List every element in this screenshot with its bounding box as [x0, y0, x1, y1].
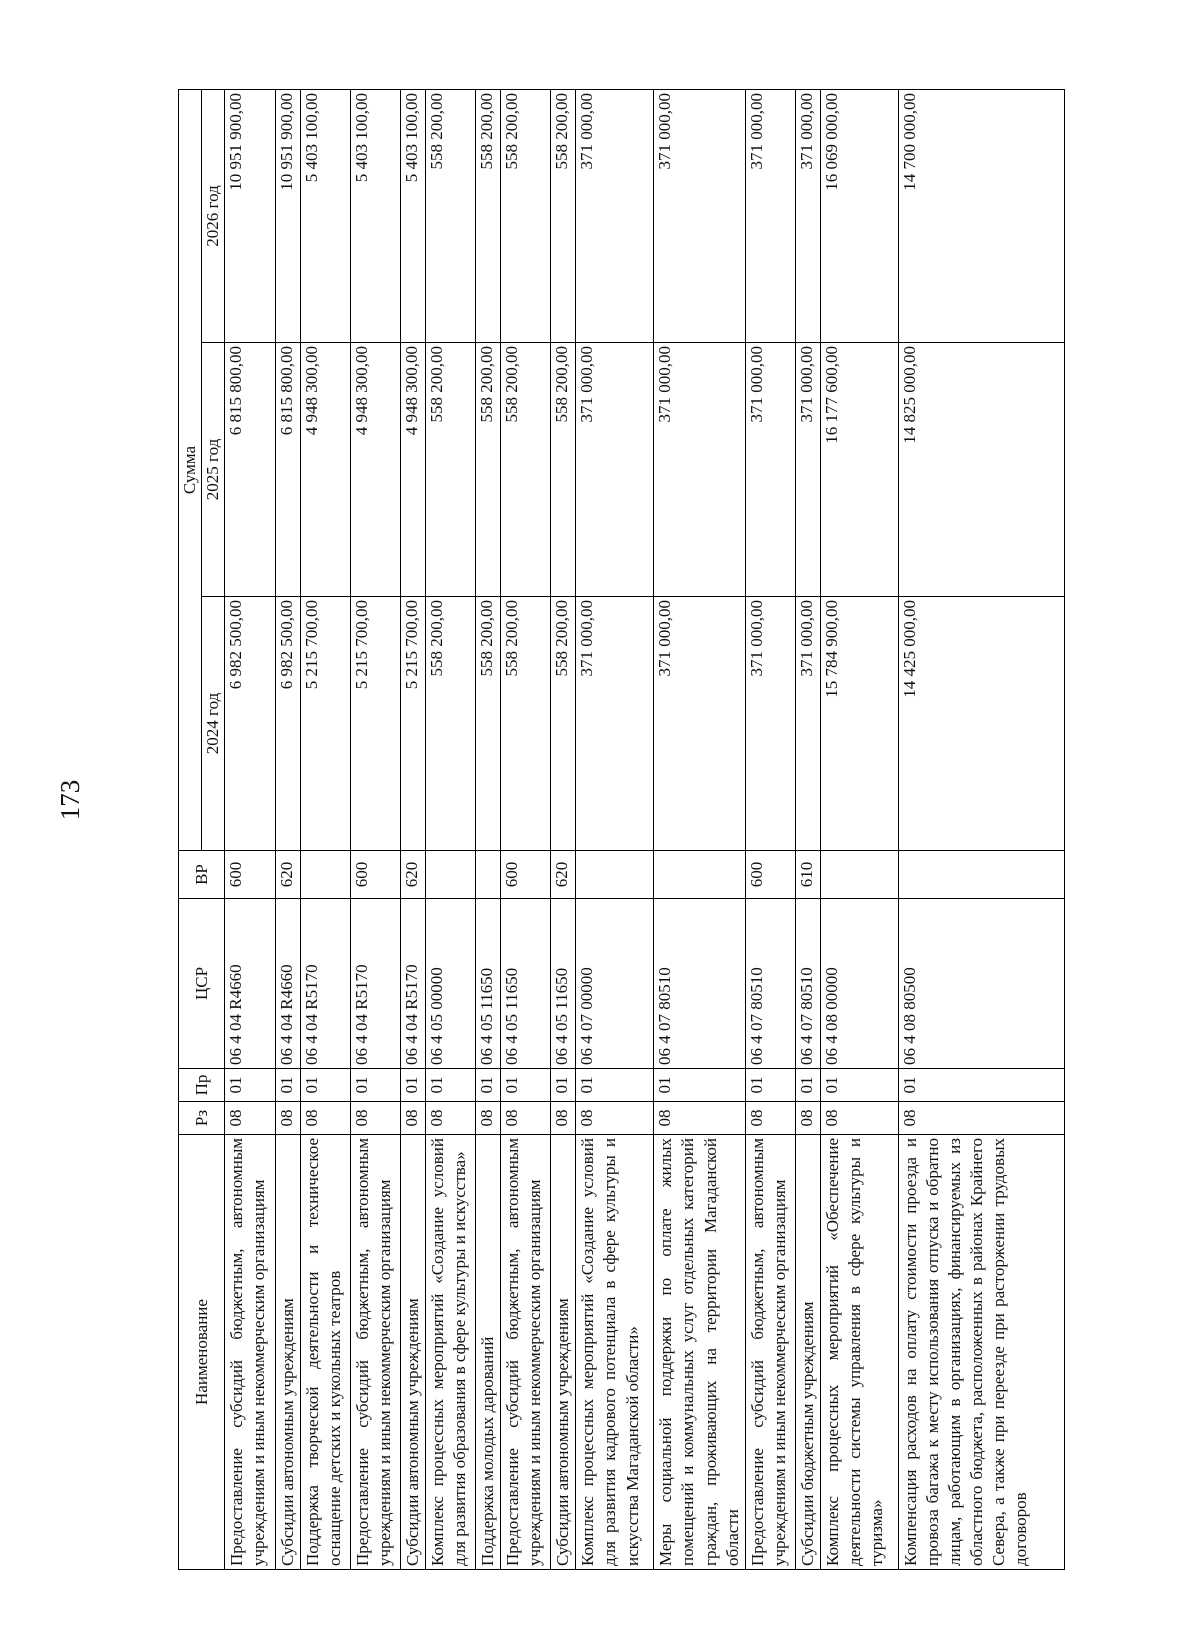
row-sum-2025: 371 000,00 — [654, 343, 745, 597]
row-vr — [898, 851, 1064, 899]
row-pr: 01 — [276, 1069, 301, 1102]
row-sum-2024: 558 200,00 — [426, 597, 476, 851]
row-name: Меры социальной поддержки по оплате жилых помещений и коммунальных услуг отдельных категорий граждан, проживающих на территории Магаданской области — [654, 1135, 745, 1570]
table-row — [820, 89, 898, 1569]
row-csr: 06 4 04 R4660 — [276, 899, 301, 1069]
row-csr: 06 4 07 00000 — [576, 899, 654, 1069]
row-vr: 600 — [745, 851, 795, 899]
row-name: Субсидии автономным учреждениям — [551, 1135, 576, 1570]
row-sum-2026: 10 951 900,00 — [276, 89, 301, 342]
row-csr: 06 4 04 R5170 — [301, 899, 351, 1069]
header-csr: ЦСР — [179, 899, 225, 1069]
row-vr: 620 — [401, 851, 426, 899]
row-sum-2025: 558 200,00 — [551, 343, 576, 597]
row-pr: 01 — [351, 1069, 401, 1102]
row-sum-2026: 558 200,00 — [426, 89, 476, 342]
table-row — [276, 89, 301, 1569]
row-sum-2025: 4 948 300,00 — [301, 343, 351, 597]
table-row — [476, 89, 501, 1569]
row-pr: 01 — [820, 1069, 898, 1102]
row-sum-2024: 371 000,00 — [576, 597, 654, 851]
row-pr: 01 — [898, 1069, 1064, 1102]
row-name: Предоставление субсидий бюджетным, автономным учреждениям и иным некоммерческим организациям — [351, 1135, 401, 1570]
row-csr: 06 4 08 00000 — [820, 899, 898, 1069]
row-vr: 620 — [276, 851, 301, 899]
row-name: Субсидии бюджетным учреждениям — [795, 1135, 820, 1570]
row-sum-2024: 15 784 900,00 — [820, 597, 898, 851]
row-csr: 06 4 04 R5170 — [401, 899, 426, 1069]
row-name: Предоставление субсидий бюджетным, автономным учреждениям и иным некоммерческим организациям — [745, 1135, 795, 1570]
row-sum-2025: 6 815 800,00 — [276, 343, 301, 597]
page-number: 173 — [55, 779, 85, 821]
row-sum-2026: 371 000,00 — [576, 89, 654, 342]
row-csr: 06 4 04 R4660 — [225, 899, 276, 1069]
row-sum-2026: 371 000,00 — [795, 89, 820, 342]
row-sum-2024: 5 215 700,00 — [401, 597, 426, 851]
row-csr: 06 4 05 11650 — [551, 899, 576, 1069]
row-sum-2025: 558 200,00 — [501, 343, 551, 597]
header-2025: 2025 год — [202, 343, 225, 597]
row-rz: 08 — [225, 1102, 276, 1135]
header-2026: 2026 год — [202, 89, 225, 342]
header-row-1 — [179, 89, 202, 1569]
row-sum-2026: 5 403 100,00 — [301, 89, 351, 342]
row-rz: 08 — [476, 1102, 501, 1135]
row-sum-2025: 558 200,00 — [426, 343, 476, 597]
row-pr: 01 — [576, 1069, 654, 1102]
row-rz: 08 — [401, 1102, 426, 1135]
row-sum-2026: 558 200,00 — [476, 89, 501, 342]
header-rz: Рз — [179, 1102, 225, 1135]
row-sum-2024: 371 000,00 — [795, 597, 820, 851]
row-vr — [301, 851, 351, 899]
table-row — [898, 89, 1064, 1569]
row-rz: 08 — [745, 1102, 795, 1135]
row-sum-2025: 6 815 800,00 — [225, 343, 276, 597]
table-row — [401, 89, 426, 1569]
row-sum-2024: 6 982 500,00 — [276, 597, 301, 851]
row-sum-2024: 371 000,00 — [654, 597, 745, 851]
row-csr: 06 4 05 11650 — [476, 899, 501, 1069]
row-sum-2024: 558 200,00 — [551, 597, 576, 851]
row-sum-2026: 14 700 000,00 — [898, 89, 1064, 342]
row-rz: 08 — [276, 1102, 301, 1135]
table-row — [795, 89, 820, 1569]
row-vr — [426, 851, 476, 899]
row-csr: 06 4 05 00000 — [426, 899, 476, 1069]
row-sum-2025: 4 948 300,00 — [401, 343, 426, 597]
row-sum-2024: 371 000,00 — [745, 597, 795, 851]
row-csr: 06 4 08 80500 — [898, 899, 1064, 1069]
row-sum-2024: 558 200,00 — [476, 597, 501, 851]
row-rz: 08 — [576, 1102, 654, 1135]
table-row — [745, 89, 795, 1569]
row-sum-2024: 6 982 500,00 — [225, 597, 276, 851]
row-sum-2026: 5 403 100,00 — [351, 89, 401, 342]
row-pr: 01 — [225, 1069, 276, 1102]
table-row — [351, 89, 401, 1569]
table-row — [501, 89, 551, 1569]
row-vr: 600 — [351, 851, 401, 899]
row-vr: 610 — [795, 851, 820, 899]
row-csr: 06 4 07 80510 — [654, 899, 745, 1069]
row-pr: 01 — [501, 1069, 551, 1102]
row-pr: 01 — [476, 1069, 501, 1102]
row-rz: 08 — [301, 1102, 351, 1135]
row-sum-2025: 371 000,00 — [795, 343, 820, 597]
row-name: Поддержка молодых дарований — [476, 1135, 501, 1570]
row-sum-2024: 558 200,00 — [501, 597, 551, 851]
row-rz: 08 — [551, 1102, 576, 1135]
budget-table — [178, 89, 1065, 1570]
row-name: Субсидии автономным учреждениям — [401, 1135, 426, 1570]
row-vr: 600 — [225, 851, 276, 899]
table-row — [301, 89, 351, 1569]
row-vr: 620 — [551, 851, 576, 899]
row-rz: 08 — [654, 1102, 745, 1135]
header-sum: Сумма — [179, 89, 202, 850]
row-pr: 01 — [301, 1069, 351, 1102]
rotated-table-container — [178, 90, 1031, 1570]
row-name: Комплекс процессных мероприятий «Обеспечение деятельности системы управления в сфере культуры и туризма» — [820, 1135, 898, 1570]
row-rz: 08 — [820, 1102, 898, 1135]
row-sum-2025: 14 825 000,00 — [898, 343, 1064, 597]
row-name: Предоставление субсидий бюджетным, автономным учреждениям и иным некоммерческим организациям — [225, 1135, 276, 1570]
row-sum-2025: 4 948 300,00 — [351, 343, 401, 597]
table-row — [576, 89, 654, 1569]
row-csr: 06 4 07 80510 — [795, 899, 820, 1069]
row-sum-2025: 16 177 600,00 — [820, 343, 898, 597]
row-sum-2026: 5 403 100,00 — [401, 89, 426, 342]
row-sum-2025: 371 000,00 — [745, 343, 795, 597]
table-row — [551, 89, 576, 1569]
row-csr: 06 4 04 R5170 — [351, 899, 401, 1069]
row-pr: 01 — [426, 1069, 476, 1102]
row-pr: 01 — [654, 1069, 745, 1102]
row-name: Комплекс процессных мероприятий «Создание условий для развития образования в сфере культуры и искусства» — [426, 1135, 476, 1570]
row-sum-2026: 371 000,00 — [654, 89, 745, 342]
header-name: Наименование — [179, 1135, 225, 1570]
row-pr: 01 — [401, 1069, 426, 1102]
row-pr: 01 — [551, 1069, 576, 1102]
row-sum-2025: 558 200,00 — [476, 343, 501, 597]
row-sum-2025: 371 000,00 — [576, 343, 654, 597]
row-sum-2026: 16 069 000,00 — [820, 89, 898, 342]
row-pr: 01 — [795, 1069, 820, 1102]
row-vr — [654, 851, 745, 899]
row-csr: 06 4 07 80510 — [745, 899, 795, 1069]
table-row — [654, 89, 745, 1569]
table-row — [225, 89, 276, 1569]
row-csr: 06 4 05 11650 — [501, 899, 551, 1069]
row-name: Поддержка творческой деятельности и техническое оснащение детских и кукольных театров — [301, 1135, 351, 1570]
row-sum-2026: 558 200,00 — [501, 89, 551, 342]
row-rz: 08 — [501, 1102, 551, 1135]
row-sum-2024: 5 215 700,00 — [301, 597, 351, 851]
row-rz: 08 — [795, 1102, 820, 1135]
row-name: Комплекс процессных мероприятий «Создание условий для развития кадрового потенциала в сфере культуры и искусства Магаданской области» — [576, 1135, 654, 1570]
row-name: Компенсация расходов на оплату стоимости проезда и провоза багажа к месту использования отпуска и обратно лицам, работающим в организациях, финансируемых из областного бюджета, расположенных в районах Крайнего Севера, а также при переезде при расторжении трудовых договоров — [898, 1135, 1064, 1570]
row-vr: 600 — [501, 851, 551, 899]
header-vr: ВР — [179, 851, 225, 899]
row-sum-2024: 14 425 000,00 — [898, 597, 1064, 851]
row-name: Субсидии автономным учреждениям — [276, 1135, 301, 1570]
row-rz: 08 — [898, 1102, 1064, 1135]
row-pr: 01 — [745, 1069, 795, 1102]
row-rz: 08 — [351, 1102, 401, 1135]
row-rz: 08 — [426, 1102, 476, 1135]
row-sum-2026: 10 951 900,00 — [225, 89, 276, 342]
table-row — [426, 89, 476, 1569]
row-vr — [476, 851, 501, 899]
header-2024: 2024 год — [202, 597, 225, 851]
row-vr — [576, 851, 654, 899]
header-pr: Пр — [179, 1069, 225, 1102]
row-name: Предоставление субсидий бюджетным, автономным учреждениям и иным некоммерческим организациям — [501, 1135, 551, 1570]
row-vr — [820, 851, 898, 899]
row-sum-2026: 371 000,00 — [745, 89, 795, 342]
row-sum-2024: 5 215 700,00 — [351, 597, 401, 851]
row-sum-2026: 558 200,00 — [551, 89, 576, 342]
